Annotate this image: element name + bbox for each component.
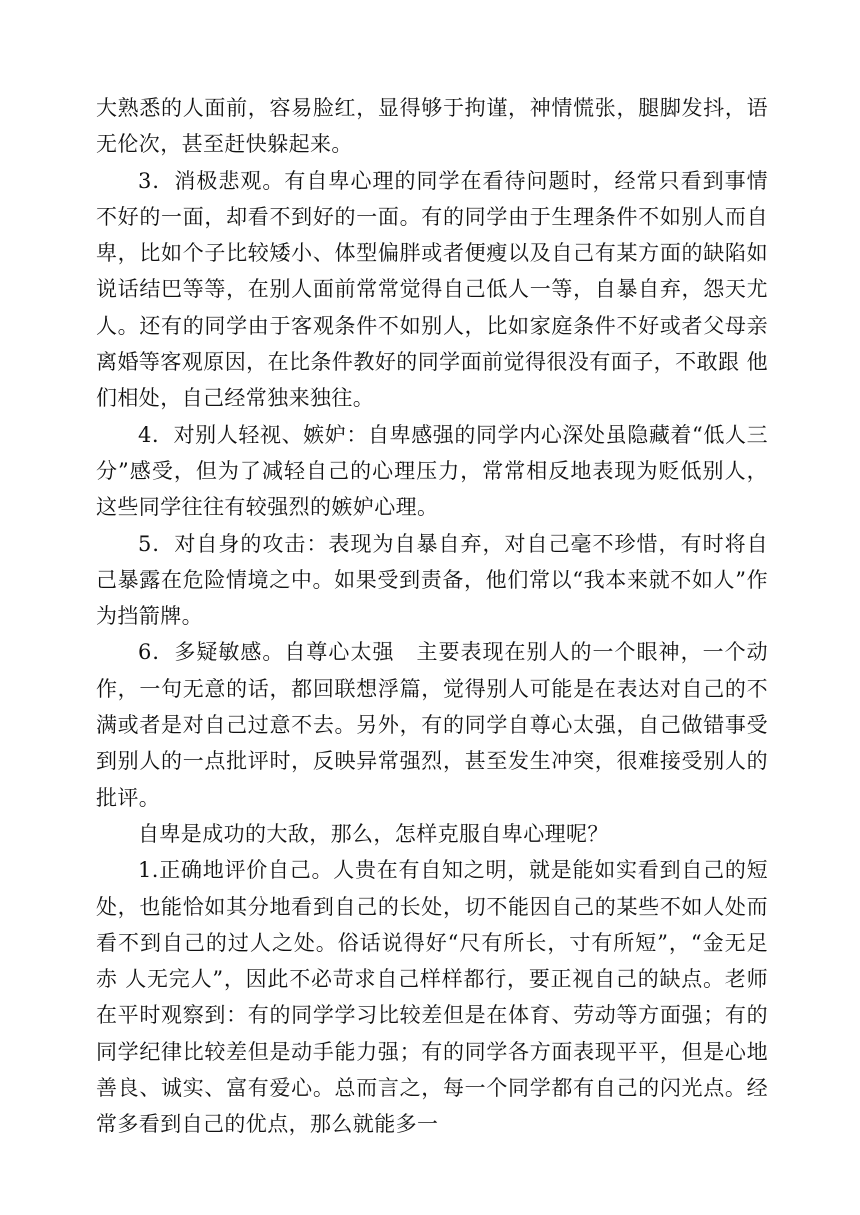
paragraph-continuation: 大熟悉的人面前，容易脸红，显得够于拘谨，神情慌张，腿脚发抖，语无伦次，甚至赶快躲起来。: [96, 96, 768, 157]
paragraph-item-6-sensitivity: 6．多疑敏感。自尊心太强 主要表现在别人的一个眼神，一个动作，一句无意的话，都回联想浮篇，觉得别人可能是在表达对自己的不满或者是对自己过意不去。另外，有的同学自尊心太强，自己做错事受到别人的一点批评时，反映异常强烈，甚至发生冲突，很难接受别人的批评。: [96, 640, 768, 810]
paragraph-solution-1: 1.正确地评价自己。人贵在有自知之明，就是能如实看到自己的短处，也能恰如其分地看到自己的长处，切不能因自己的某些不如人处而看不到自己的过人之处。俗话说得好“尺有所长，寸有所短”，“金无足赤 人无完人”，因此不必苛求自己样样都行，要正视自己的缺点。老师在平时观察到：有的同学学习比较差但是在体育、劳动等方面强；有的同学纪律比较差但是动手能力强；有的同学各方面表现平平，但是心地善良、诚实、富有爱心。总而言之，每一个同学都有自己的闪光点。经常多看到自己的优点，那么就能多一: [96, 858, 768, 1137]
paragraph-item-4-jealousy: 4．对别人轻视、嫉妒：自卑感强的同学内心深处虽隐藏着“低人三分”感受，但为了减轻自己的心理压力，常常相反地表现为贬低别人，这些同学往往有较强烈的嫉妒心理。: [96, 422, 768, 520]
paragraph-item-5-self-attack: 5．对自身的攻击：表现为自暴自弃，对自己毫不珍惜，有时将自己暴露在危险情境之中。如果受到责备，他们常以“我本来就不如人”作为挡箭牌。: [96, 531, 768, 629]
paragraph-question: 自卑是成功的大敌，那么，怎样克服自卑心理呢？: [138, 821, 609, 846]
paragraph-item-3-pessimism: 3．消极悲观。有自卑心理的同学在看待问题时，经常只看到事情不好的一面，却看不到好的一面。有的同学由于生理条件不如别人而自卑，比如个子比较矮小、体型偏胖或者便瘦以及自己有某方面的缺陷如说话结巴等等，在别人面前常常觉得自己低人一等，自暴自弃，怨天尤人。还有的同学由于客观条件不如别人，比如家庭条件不好或者父母亲离婚等客观原因，在比条件教好的同学面前觉得很没有面子，不敢跟 他们相处，自己经常独来独往。: [96, 168, 768, 411]
document-body: [96, 90, 768, 1143]
